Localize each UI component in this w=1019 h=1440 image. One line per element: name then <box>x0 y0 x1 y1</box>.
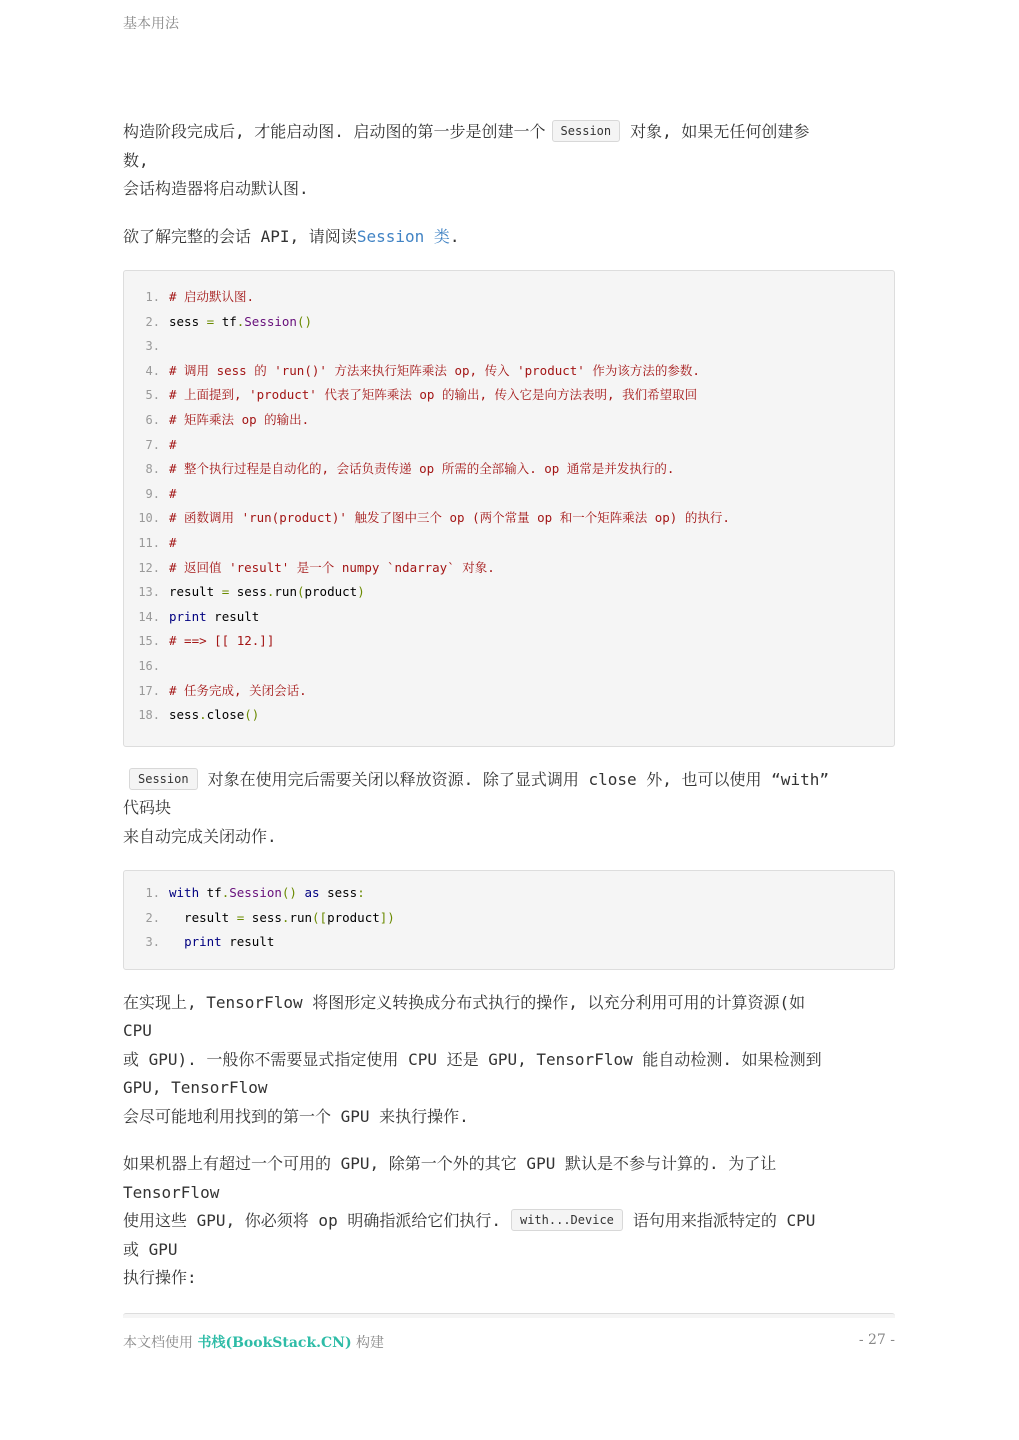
bookstack-link[interactable]: 书栈(BookStack.CN) <box>197 1335 352 1351</box>
line-number: 14. <box>138 609 160 624</box>
code-line <box>124 703 894 728</box>
code-line <box>124 930 894 955</box>
code-token: tf <box>199 885 222 901</box>
line-number: 3. <box>145 935 160 950</box>
code-token: sess <box>169 313 207 329</box>
code-token: # ==> [[ 12.]] <box>169 633 275 649</box>
code-token: sess <box>229 584 267 600</box>
code-token: result <box>169 909 237 925</box>
code-token: ]) <box>379 909 395 925</box>
inline-code-with-device: with...Device <box>511 1209 623 1231</box>
code-line <box>124 334 894 359</box>
code-line <box>124 605 894 630</box>
code-line <box>124 383 894 408</box>
text-span: 本文档使用 <box>123 1335 198 1351</box>
paragraph-line: 如果机器上有超过一个可用的 GPU, 除第一个外的其它 GPU 默认是不参与计算的. 为了让 <box>123 1154 777 1174</box>
line-number: 5. <box>145 388 160 403</box>
line-number: 17. <box>138 683 160 698</box>
paragraph-session-intro <box>123 118 895 204</box>
code-token: Session <box>244 313 297 329</box>
code-token: . <box>236 313 245 329</box>
paragraph-line: 代码块 <box>123 798 172 818</box>
line-number: 15. <box>138 634 160 649</box>
code-token: run <box>274 584 297 600</box>
code-line <box>124 679 894 704</box>
code-token: : <box>357 885 365 901</box>
paragraph-line: 来自动完成关闭动作. <box>123 826 277 846</box>
text-span: 构造阶段完成后, 才能启动图. 启动图的第一步是创建一个 <box>123 122 546 141</box>
paragraph-line: 数, <box>123 150 149 170</box>
code-line <box>124 310 894 335</box>
code-token: Session <box>229 885 282 901</box>
code-token: product <box>304 584 358 600</box>
code-token: # <box>169 436 177 452</box>
paragraph-line: CPU <box>123 1021 152 1041</box>
paragraph-multi-gpu <box>123 1150 895 1293</box>
code-block-cut-off <box>123 1313 895 1318</box>
code-token: # 返回值 'result' 是一个 numpy `ndarray` 对象. <box>169 559 495 575</box>
code-token: with <box>169 885 200 901</box>
code-line <box>124 556 894 581</box>
code-token: as <box>304 885 320 901</box>
line-number: 1. <box>145 290 160 304</box>
line-number: 18. <box>138 708 160 723</box>
text-span: 语句用来指派特定的 CPU <box>632 1211 816 1231</box>
code-token: print <box>184 934 222 950</box>
code-line <box>124 580 894 605</box>
code-line <box>124 359 894 384</box>
code-line <box>124 285 894 310</box>
code-token: result <box>206 608 260 624</box>
code-token: sess <box>244 909 282 925</box>
code-line <box>124 457 894 482</box>
code-token: ( <box>296 584 305 600</box>
page-number: - 27 - <box>858 1332 895 1348</box>
code-token: # 任务完成, 关闭会话. <box>169 682 307 698</box>
code-line <box>124 629 894 654</box>
session-class-link[interactable]: Session 类 <box>356 226 450 246</box>
header-title: 基本用法 <box>123 16 179 32</box>
paragraph-line: 会话构造器将启动默认图. <box>123 179 309 198</box>
paragraph-line: 或 GPU). 一般你不需要显式指定使用 CPU 还是 GPU, TensorFlow 能自动检测. 如果检测到 <box>123 1049 822 1069</box>
code-line <box>124 433 894 458</box>
text-span: . <box>449 226 460 246</box>
code-token <box>169 934 184 949</box>
code-line <box>124 506 894 531</box>
code-token: # 整个执行过程是自动化的, 会话负责传递 op 所需的全部输入. op 通常是并发执行的. <box>169 461 675 477</box>
code-token: # <box>169 534 177 550</box>
code-token: # <box>169 485 177 501</box>
text-span: 对象, 如果无任何创建参 <box>630 122 810 141</box>
paragraph-line: 会尽可能地利用找到的第一个 GPU 来执行操作. <box>123 1106 469 1126</box>
code-token: . <box>221 885 230 901</box>
line-number: 13. <box>138 585 160 600</box>
text-span: 对象在使用完后需要关闭以释放资源. 除了显式调用 close 外, 也可以使用 “with” <box>207 769 829 789</box>
text-span: 使用这些 GPU, 你必须将 op 明确指派给它们执行. <box>123 1211 501 1231</box>
code-block-with-session <box>123 870 895 970</box>
inline-code-session: Session <box>129 768 198 790</box>
line-number: 3. <box>145 339 160 354</box>
paragraph-line: GPU, TensorFlow <box>123 1078 268 1098</box>
footer-credit <box>123 1332 384 1352</box>
text-span: 构建 <box>351 1335 385 1351</box>
paragraph-line <box>123 1207 895 1236</box>
line-number: 12. <box>138 560 160 575</box>
code-token: tf <box>214 313 237 329</box>
code-token: # 调用 sess 的 'run()' 方法来执行矩阵乘法 op, 传入 'product' 作为该方法的参数. <box>169 362 700 378</box>
code-token: () <box>244 707 260 723</box>
line-number: 8. <box>145 462 160 477</box>
code-token: # 矩阵乘法 op 的输出. <box>169 411 310 427</box>
code-line <box>124 482 894 507</box>
line-number: 7. <box>145 437 160 452</box>
line-number: 1. <box>145 886 160 901</box>
code-token: run <box>289 909 313 925</box>
text-span: 欲了解完整的会话 API, 请阅读 <box>123 226 357 246</box>
line-number: 16. <box>138 658 160 673</box>
code-token: print <box>169 608 207 624</box>
paragraph-distributed-execution <box>123 989 895 1132</box>
code-token: # 上面提到, 'product' 代表了矩阵乘法 op 的输出, 传入它是向方法表明, 我们希望取回 <box>169 387 698 403</box>
code-token: product <box>327 909 380 925</box>
code-token: close <box>206 707 245 723</box>
code-line <box>124 408 894 433</box>
paragraph-session-close <box>123 766 895 852</box>
code-token: ) <box>357 584 365 600</box>
page-content <box>123 118 895 1318</box>
paragraph-line: 或 GPU <box>123 1239 178 1259</box>
line-number: 4. <box>145 363 160 378</box>
code-line <box>124 881 894 906</box>
code-token: () <box>281 885 297 901</box>
line-number: 2. <box>145 910 160 925</box>
code-token: ([ <box>312 909 328 925</box>
code-token: # 函数调用 'run(product)' 触发了图中三个 op (两个常量 op 和一个矩阵乘法 op) 的执行. <box>169 510 730 526</box>
inline-code-session: Session <box>552 120 621 142</box>
code-line <box>124 654 894 679</box>
code-token: # 启动默认图. <box>169 289 255 304</box>
code-token <box>297 885 305 900</box>
code-token: sess <box>319 885 358 901</box>
code-block-session-run <box>123 270 895 747</box>
paragraph-line <box>123 223 895 252</box>
line-number: 11. <box>138 535 160 550</box>
paragraph-line: 在实现上, TensorFlow 将图形定义转换成分布式执行的操作, 以充分利用可用的计算资源(如 <box>123 992 806 1012</box>
code-token: () <box>296 313 313 329</box>
line-number: 2. <box>145 314 160 329</box>
code-token: sess <box>169 707 200 723</box>
line-number: 9. <box>145 486 160 501</box>
paragraph-line <box>123 766 895 795</box>
code-token: = <box>236 909 245 925</box>
code-token: . <box>266 584 275 600</box>
code-line <box>124 906 894 931</box>
code-line <box>124 531 894 556</box>
paragraph-line <box>123 118 895 147</box>
paragraph-line: TensorFlow <box>123 1182 220 1202</box>
paragraph-line: 执行操作: <box>123 1268 197 1288</box>
code-token: result <box>221 934 275 950</box>
paragraph-session-api <box>123 223 895 252</box>
line-number: 10. <box>138 511 160 526</box>
code-token: . <box>199 707 207 723</box>
code-token: = <box>206 313 215 329</box>
code-token: = <box>221 584 230 600</box>
line-number: 6. <box>145 412 160 427</box>
code-token: result <box>169 584 222 600</box>
code-token: . <box>281 909 290 925</box>
